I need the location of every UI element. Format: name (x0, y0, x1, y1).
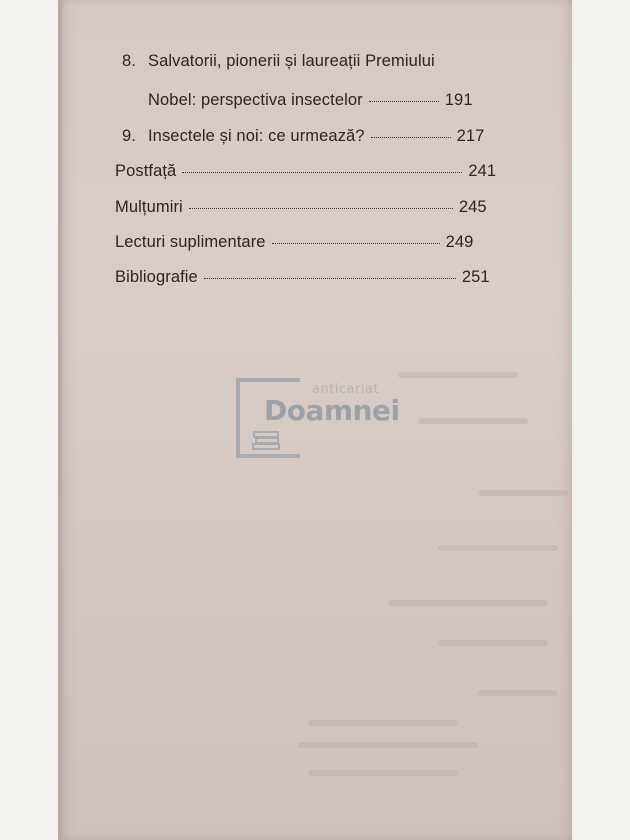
toc-entry-title: Insectele și noi: ce urmează? (148, 127, 365, 145)
dot-leader (369, 101, 439, 102)
toc-entry-page: 241 (468, 162, 497, 180)
toc-entry-page: 245 (458, 198, 487, 216)
toc-entry-bibliografie (115, 268, 490, 287)
dot-leader (371, 137, 451, 138)
show-through-line (298, 742, 478, 748)
toc-entry-title: Bibliografie (115, 268, 198, 286)
toc-entry-8-line1 (122, 52, 435, 71)
toc-entry-multumiri (115, 198, 487, 217)
watermark-logo (236, 378, 406, 464)
dot-leader (189, 208, 453, 209)
toc-entry-number: 8. (122, 52, 136, 70)
show-through-line (438, 545, 558, 551)
toc-entry-title: Postfață (115, 162, 177, 180)
toc-entry-9 (122, 127, 484, 146)
toc-entry-title: Mulțumiri (115, 198, 183, 216)
show-through-line (308, 770, 458, 776)
toc-entry-lecturi (115, 233, 473, 252)
dot-leader (204, 278, 456, 279)
toc-entry-title: Nobel: perspectiva insectelor (148, 91, 363, 109)
toc-entry-page: 249 (445, 233, 474, 251)
watermark-big-text: Doamnei (264, 394, 400, 427)
toc-entry-8-line2 (148, 91, 473, 110)
show-through-line (478, 690, 558, 696)
dot-leader (182, 172, 462, 173)
toc-entry-title: Lecturi suplimentare (115, 233, 266, 251)
dot-leader (272, 243, 440, 244)
toc-entry-postfata (115, 162, 496, 181)
toc-entry-number: 9. (122, 127, 136, 145)
show-through-line (418, 418, 528, 424)
page-spine (58, 0, 62, 840)
toc-entry-page: 217 (456, 127, 485, 145)
show-through-line (478, 490, 568, 496)
books-icon (252, 430, 282, 450)
show-through-line (398, 372, 518, 378)
toc-entry-page: 191 (444, 91, 473, 109)
show-through-line (308, 720, 458, 726)
watermark-small-text: anticariat (312, 382, 380, 397)
toc-entry-page: 251 (461, 268, 490, 286)
toc-entry-title: Salvatorii, pionerii și laureații Premiului (148, 52, 435, 70)
show-through-line (388, 600, 548, 606)
show-through-line (438, 640, 548, 646)
